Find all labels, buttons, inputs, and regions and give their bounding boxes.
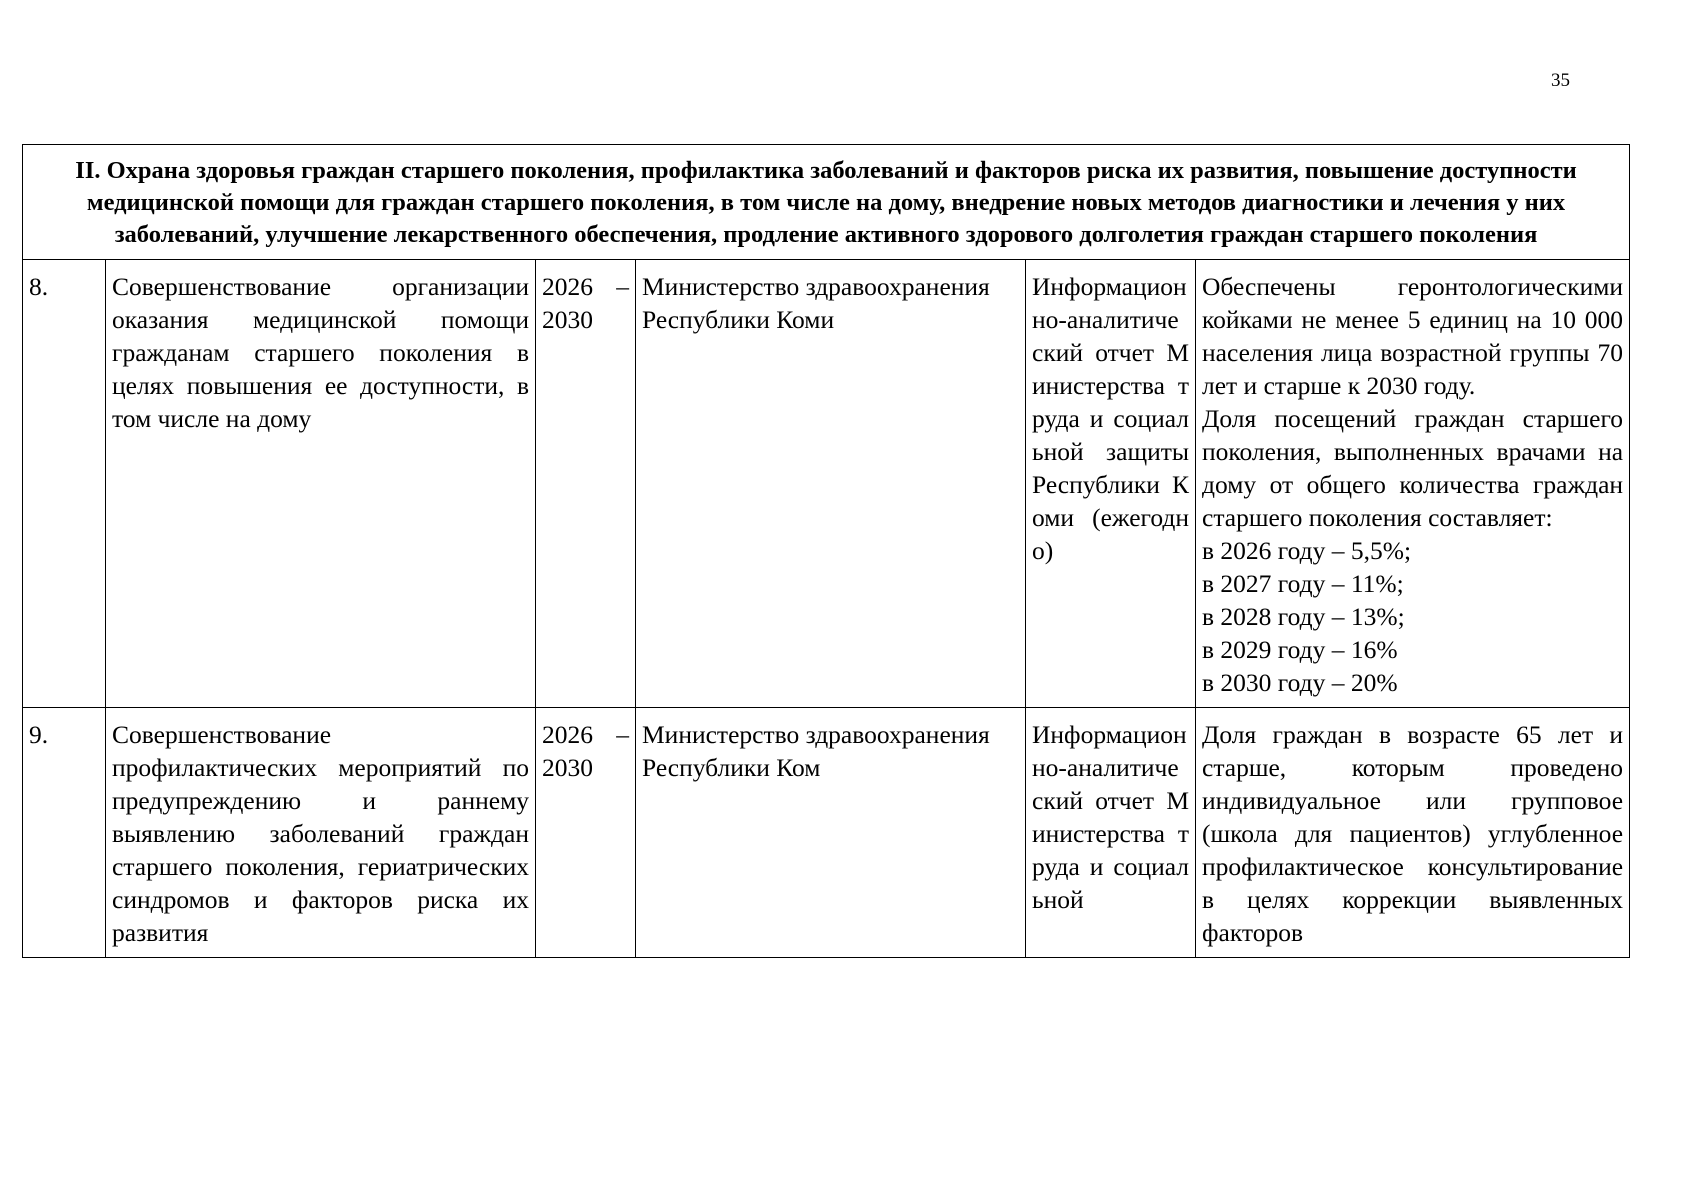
report-cell: Информационно-аналитический отчет Министерства труда и социальной защиты Республики Коми (ежегодно) <box>1026 260 1196 708</box>
responsible-cell: Министерство здравоохранения Республики Ком <box>636 708 1026 958</box>
measure-cell: Совершенствование организации оказания медицинской помощи гражданам старшего поколения в целях повышения ее доступности, в том числе на дому <box>106 260 536 708</box>
result-intro: Обеспечены геронтологическими койками не менее 5 единиц на 10 000 населения лица возрастной группы 70 лет и старше к 2030 году. <box>1202 272 1624 400</box>
result-cell: Доля граждан в возрасте 65 лет и старше, которым проведено индивидуальное или групповое (школа для пациентов) углубленное профилактическое консультирование в целях коррекции выявленных факторов <box>1196 708 1630 958</box>
result-year-2027: в 2027 году – 11%; <box>1202 569 1404 598</box>
measures-table <box>22 144 1630 958</box>
row-number: 9. <box>23 708 106 958</box>
page-number: 35 <box>1551 70 1570 91</box>
section-title: II. Охрана здоровья граждан старшего поколения, профилактика заболеваний и факторов риска их развития, повышение доступности медицинской помощи для граждан старшего поколения, в том числе на дому, внедрение новых методов диагностики и лечения у них заболеваний, улучшение лекарственного обеспечения, продление активного здорового долголетия граждан старшего поколения <box>23 145 1630 260</box>
result-share: Доля посещений граждан старшего поколения, выполненных врачами на дому от общего количества граждан старшего поколения составляет: <box>1202 404 1624 532</box>
row-number: 8. <box>23 260 106 708</box>
table-row <box>23 708 1630 958</box>
period-cell: 2026 – 2030 <box>536 260 636 708</box>
report-cell: Информационно-аналитический отчет Министерства труда и социальной <box>1026 708 1196 958</box>
measure-cell: Совершенствование профилактических мероприятий по предупреждению и раннему выявлению заболеваний граждан старшего поколения, гериатрических синдромов и факторов риска их развития <box>106 708 536 958</box>
result-year-2028: в 2028 году – 13%; <box>1202 602 1405 631</box>
section-header-row <box>23 145 1630 260</box>
result-year-2026: в 2026 году – 5,5%; <box>1202 536 1412 565</box>
responsible-cell: Министерство здравоохранения Республики Коми <box>636 260 1026 708</box>
result-year-2029: в 2029 году – 16% <box>1202 635 1398 664</box>
result-year-2030: в 2030 году – 20% <box>1202 668 1398 697</box>
result-cell <box>1196 260 1630 708</box>
period-cell: 2026 – 2030 <box>536 708 636 958</box>
table-row <box>23 260 1630 708</box>
